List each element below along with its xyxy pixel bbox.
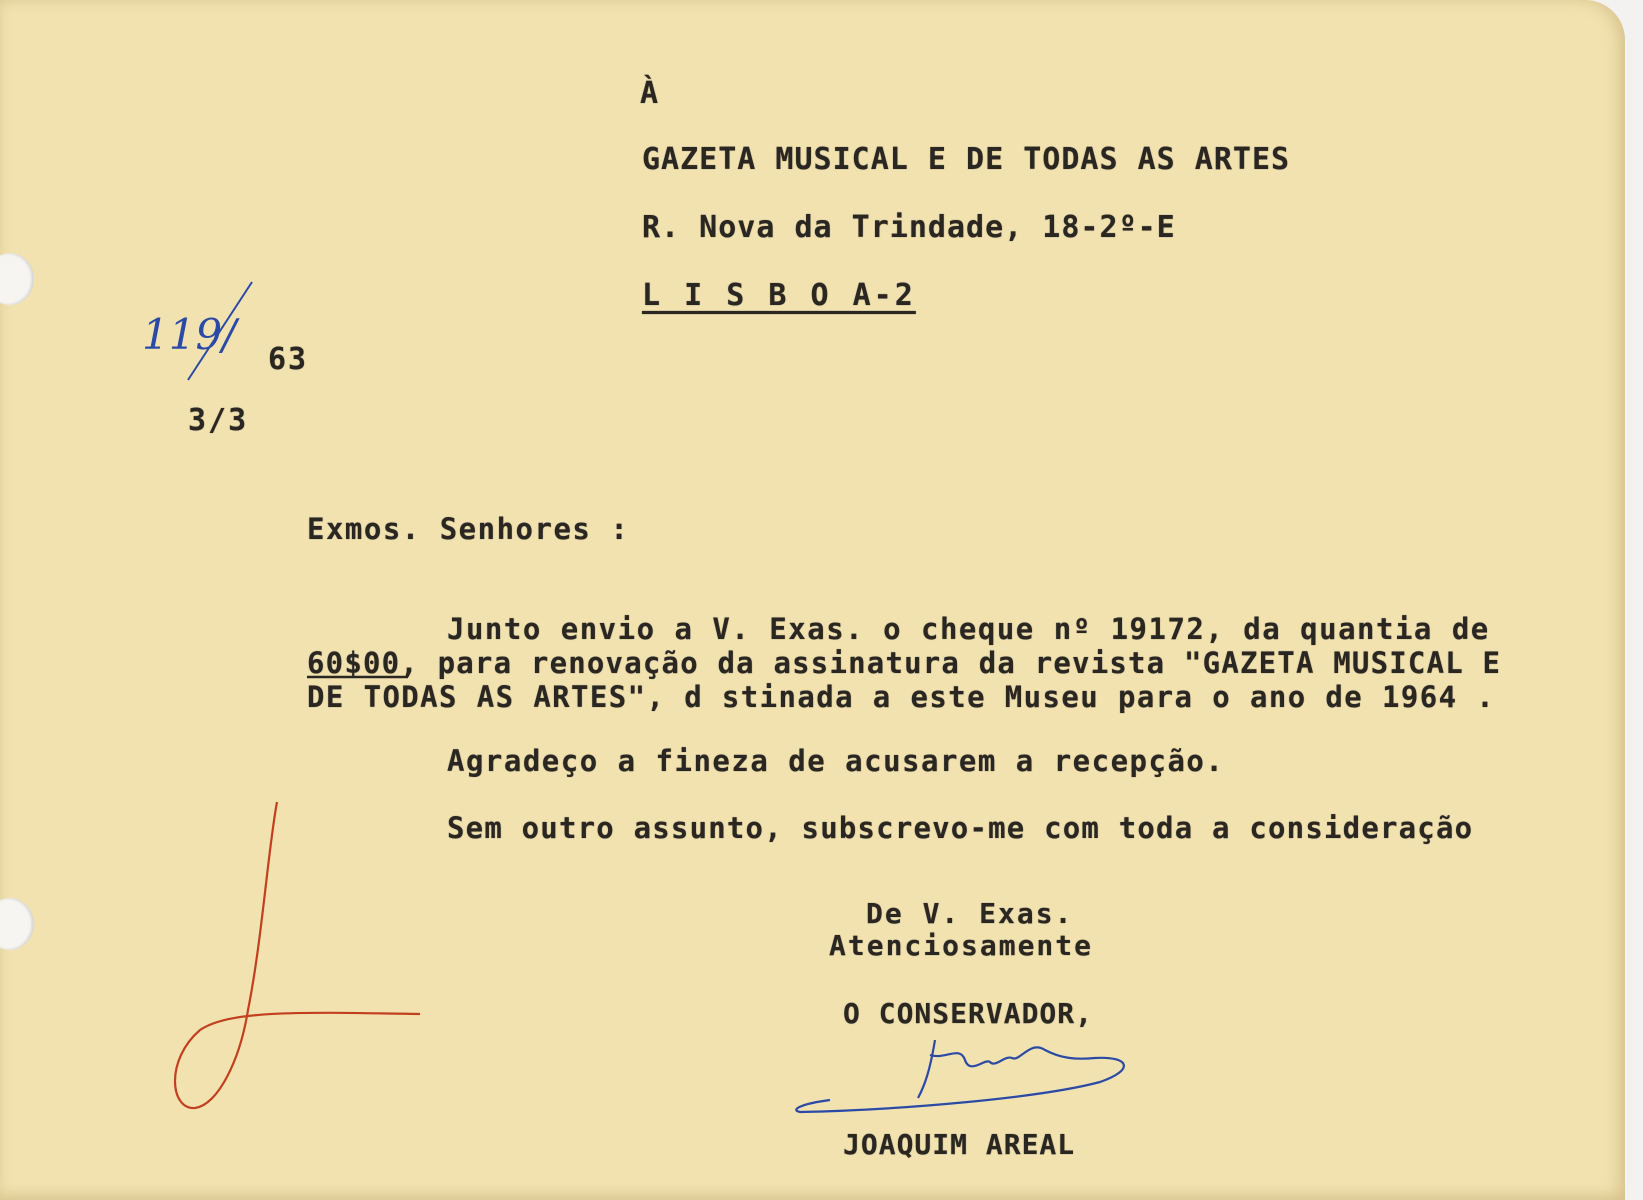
recipient-name: GAZETA MUSICAL E DE TODAS AS ARTES <box>642 142 1291 177</box>
reference-number: 63 <box>268 342 309 377</box>
paragraph3: Sem outro assunto, subscrevo-me com toda a consideração <box>447 811 1474 845</box>
red-check-mark <box>175 802 420 1108</box>
paragraph2: Agradeço a fineza de acusarem a recepção. <box>447 744 1225 778</box>
closing-line1: De V. Exas. <box>866 897 1074 930</box>
signer-title: O CONSERVADOR, <box>843 997 1094 1030</box>
paragraph1-line1: Junto envio a V. Exas. o cheque nº 19172, da quantia de <box>447 612 1490 646</box>
signer-name: JOAQUIM AREAL <box>843 1128 1076 1161</box>
signature <box>796 1040 1124 1112</box>
paragraph1-line3: DE TODAS AS ARTES", d stinada a este Museu para o ano de 1964 . <box>307 680 1496 714</box>
handwritten-slash <box>188 282 252 380</box>
reference-date: 3/3 <box>188 403 249 438</box>
recipient-address: R. Nova da Trindade, 18-2º-E <box>642 210 1176 245</box>
paragraph1-line2: 60$00, para renovação da assinatura da revista "GAZETA MUSICAL E <box>307 646 1502 680</box>
handwritten-reference: 119/ <box>142 310 237 359</box>
salutation: Exmos. Senhores : <box>307 512 630 546</box>
closing-line2: Atenciosamente <box>829 929 1094 962</box>
recipient-city: L I S B O A-2 <box>642 278 916 313</box>
recipient-prefix: À <box>640 76 661 111</box>
